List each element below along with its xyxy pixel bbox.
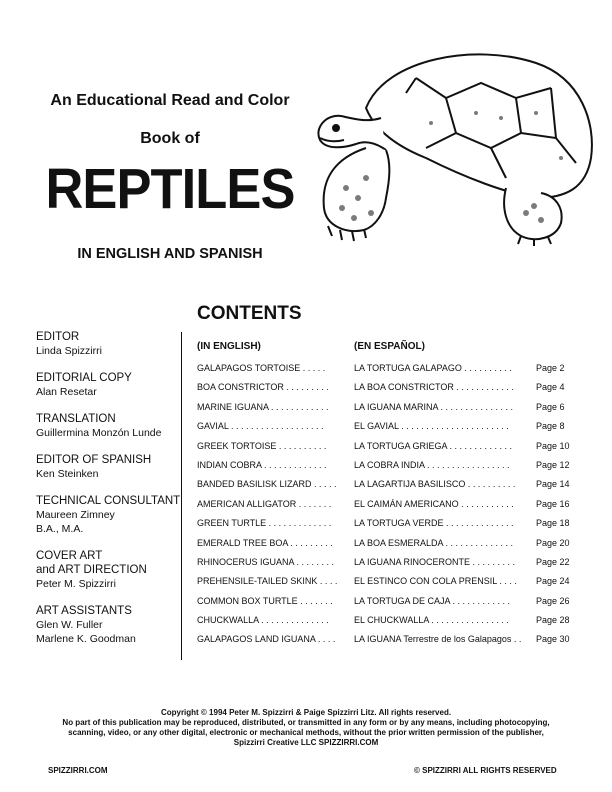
toc-entry-english: GREEN TURTLE . . . . . . . . . . . . .	[197, 518, 332, 529]
toc-entry-english: MARINE IGUANA . . . . . . . . . . . .	[197, 401, 329, 412]
toc-entry-english: EMERALD TREE BOA . . . . . . . . .	[197, 537, 333, 548]
main-title: REPTILES	[45, 157, 295, 221]
toc-entry-spanish: LA BOA CONSTRICTOR . . . . . . . . . . . .	[354, 382, 514, 393]
credit-translation	[36, 412, 196, 440]
credit-name: Glen W. Fuller	[36, 619, 103, 631]
toc-page-number: Page 24	[536, 576, 570, 587]
toc-entry-english: GALAPAGOS TORTOISE . . . . .	[197, 363, 326, 373]
toc-row	[197, 421, 582, 440]
toc-entry-english: COMMON BOX TURTLE . . . . . . .	[197, 595, 333, 606]
toc-entry-english: GAVIAL . . . . . . . . . . . . . . . . . . .	[197, 421, 324, 432]
credit-name: Alan Resetar	[36, 386, 97, 398]
toc-row	[197, 538, 582, 557]
table-of-contents	[197, 363, 582, 654]
toc-row	[197, 576, 582, 595]
toc-entry-english: RHINOCERUS IGUANA . . . . . . . .	[197, 556, 335, 567]
toc-entry-english: INDIAN COBRA . . . . . . . . . . . . .	[197, 459, 327, 470]
toc-page-number: Page 2	[536, 363, 565, 373]
toc-row	[197, 518, 582, 537]
footer-website: SPIZZIRRI.COM	[48, 766, 108, 775]
contents-heading: CONTENTS	[197, 303, 302, 324]
toc-entry-spanish: LA COBRA INDIA . . . . . . . . . . . . . . . . .	[354, 459, 510, 470]
toc-entry-spanish: LA TORTUGA GALAPAGO . . . . . . . . . .	[354, 363, 512, 373]
copyright-line: scanning, video, or any other digital, electronic or mechanical methods, without the prior written permission of the publisher,	[68, 728, 544, 737]
credits-list	[36, 330, 196, 659]
toc-page-number: Page 14	[536, 479, 570, 490]
toc-page-number: Page 30	[536, 634, 570, 645]
toc-entry-english: CHUCKWALLA . . . . . . . . . . . . . .	[197, 615, 329, 626]
credit-degree: B.A., M.A.	[36, 523, 84, 535]
toc-entry-spanish: LA BOA ESMERALDA . . . . . . . . . . . . . .	[354, 537, 514, 548]
credit-editor-of-spanish	[36, 453, 196, 481]
copyright-line: No part of this publication may be reproduced, distributed, or transmitted in any form or by any means, including photocopying,	[62, 718, 550, 727]
toc-row	[197, 499, 582, 518]
footer-rights: © SPIZZIRRI ALL RIGHTS RESERVED	[414, 766, 557, 775]
toc-entry-spanish: LA TORTUGA GRIEGA . . . . . . . . . . . . .	[354, 440, 513, 451]
toc-entry-spanish: LA IGUANA MARINA . . . . . . . . . . . . . . .	[354, 401, 514, 412]
toc-entry-english: AMERICAN ALLIGATOR . . . . . . .	[197, 498, 332, 509]
toc-entry-spanish: LA IGUANA Terrestre de los Galapagos . .	[354, 634, 522, 645]
toc-row	[197, 363, 582, 382]
toc-row	[197, 441, 582, 460]
credit-role: TRANSLATION	[36, 413, 116, 425]
toc-entry-english: GREEK TORTOISE . . . . . . . . . .	[197, 440, 327, 451]
toc-page-number: Page 20	[536, 537, 570, 548]
title-line-1: An Educational Read and Color	[50, 92, 290, 109]
toc-entry-english: GALAPAGOS LAND IGUANA . . . .	[197, 634, 336, 645]
toc-row	[197, 479, 582, 498]
credit-name: Linda Spizzirri	[36, 345, 102, 357]
toc-entry-english: PREHENSILE-TAILED SKINK . . . .	[197, 576, 338, 587]
credit-role: and ART DIRECTION	[36, 564, 147, 576]
credit-role: EDITORIAL COPY	[36, 372, 132, 384]
toc-row	[197, 460, 582, 479]
toc-page-number: Page 26	[536, 595, 570, 606]
credit-role: TECHNICAL CONSULTANT	[36, 495, 181, 507]
toc-page-number: Page 16	[536, 498, 570, 509]
toc-entry-spanish: LA IGUANA RINOCERONTE . . . . . . . . .	[354, 556, 516, 567]
credit-art-assistants	[36, 604, 196, 646]
toc-entry-spanish: LA LAGARTIJA BASILISCO . . . . . . . . . .	[354, 479, 516, 490]
column-divider	[181, 332, 182, 660]
toc-entry-spanish: EL GAVIAL . . . . . . . . . . . . . . . . . . . . . .	[354, 421, 509, 432]
toc-entry-spanish: EL ESTINCO CON COLA PRENSIL . . . .	[354, 576, 517, 587]
toc-row	[197, 382, 582, 401]
credit-editor	[36, 330, 196, 358]
toc-row	[197, 557, 582, 576]
toc-page-number: Page 12	[536, 459, 570, 470]
credit-cover-art	[36, 549, 196, 591]
credit-editorial-copy	[36, 371, 196, 399]
credit-name: Ken Steinken	[36, 468, 99, 480]
copyright-line: Spizzirri Creative LLC SPIZZIRRI.COM	[233, 738, 379, 747]
toc-header-english: (IN ENGLISH)	[197, 341, 261, 352]
copyright-line: Copyright © 1994 Peter M. Spizzirri & Paige Spizzirri Litz. All rights reserved.	[160, 708, 452, 717]
credit-role: EDITOR OF SPANISH	[36, 454, 152, 466]
credit-name: Maureen Zimney	[36, 509, 115, 521]
credit-name: Peter M. Spizzirri	[36, 578, 116, 590]
toc-row	[197, 615, 582, 634]
subtitle: IN ENGLISH AND SPANISH	[77, 246, 263, 262]
credit-role: EDITOR	[36, 331, 80, 343]
credit-technical-consultant	[36, 494, 196, 536]
toc-page-number: Page 28	[536, 615, 570, 626]
copyright-notice	[40, 708, 572, 748]
toc-page-number: Page 10	[536, 440, 570, 451]
toc-entry-spanish: LA TORTUGA VERDE . . . . . . . . . . . . . .	[354, 518, 514, 529]
toc-entry-english: BANDED BASILISK LIZARD . . . . .	[197, 479, 337, 490]
toc-page-number: Page 6	[536, 401, 565, 412]
toc-entry-spanish: LA TORTUGA DE CAJA . . . . . . . . . . . .	[354, 595, 511, 606]
toc-entry-spanish: EL CHUCKWALLA . . . . . . . . . . . . . . . .	[354, 615, 509, 626]
credit-name: Guillermina Monzón Lunde	[36, 427, 162, 439]
toc-entry-spanish: EL CAIMÁN AMERICANO . . . . . . . . . . .	[354, 498, 514, 509]
toc-page-number: Page 8	[536, 421, 565, 432]
toc-entry-english: BOA CONSTRICTOR . . . . . . . . .	[197, 382, 329, 393]
toc-header-spanish: (EN ESPAÑOL)	[354, 341, 425, 352]
toc-page-number: Page 4	[536, 382, 565, 393]
credit-name: Marlene K. Goodman	[36, 633, 136, 645]
title-line-2: Book of	[140, 130, 200, 147]
toc-row	[197, 402, 582, 421]
galapagos-tortoise-illustration	[306, 38, 596, 248]
toc-page-number: Page 18	[536, 518, 570, 529]
toc-row	[197, 596, 582, 615]
toc-row	[197, 634, 582, 653]
toc-page-number: Page 22	[536, 556, 570, 567]
credit-role: COVER ART	[36, 550, 103, 562]
credit-role: ART ASSISTANTS	[36, 605, 132, 617]
